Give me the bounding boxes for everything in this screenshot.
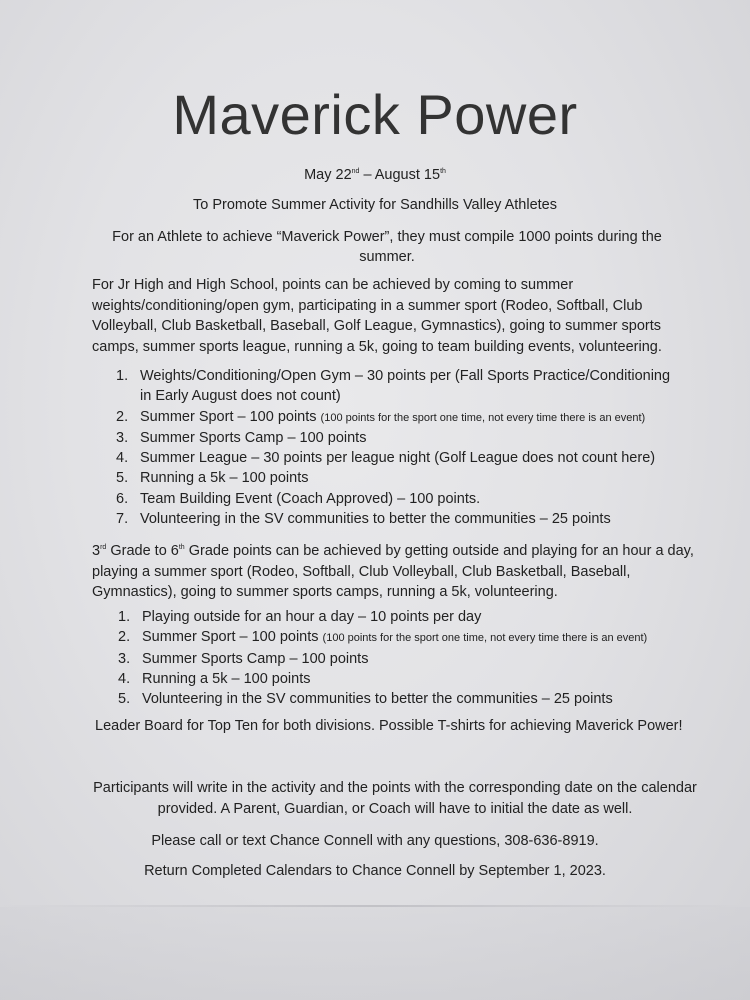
elem-points-list xyxy=(118,607,698,709)
list-item-text: Summer Sports Camp – 100 points xyxy=(140,429,367,446)
list-item xyxy=(118,607,698,627)
list-item xyxy=(116,407,676,428)
list-item-number: 3. xyxy=(118,650,131,667)
date-range: May 22nd – August 15th xyxy=(304,167,446,183)
return-line: Return Completed Calendars to Chance Connell by September 1, 2023. xyxy=(144,863,606,879)
list-item-number: 1. xyxy=(118,609,131,625)
list-item-number: 4. xyxy=(118,670,131,687)
participants-instructions: Participants will write in the activity and the points with the corresponding date on the calendar provided. A Parent, Guardian, or Coach will have to initial the date as well. xyxy=(93,780,697,817)
list-item xyxy=(118,627,698,648)
hs-intro-paragraph: For Jr High and High School, points can be achieved by coming to summer weights/conditioning/open gym, participating in a summer sport (Rodeo, Softball, Club Volleyball, Club Basketball, Baseball, Golf League, Gymnastics), going to summer sports camps, summer sports league, running a 5k, going to team building events, volunteering. xyxy=(92,277,662,355)
list-item-number: 7. xyxy=(116,511,129,528)
leaderboard-line: Leader Board for Top Ten for both divisions. Possible T-shirts for achieving Maverick Power! xyxy=(95,718,683,734)
list-item-number: 6. xyxy=(116,490,129,507)
list-item xyxy=(116,509,676,529)
list-item-text: Running a 5k – 100 points xyxy=(142,670,311,687)
list-item-text: Running a 5k – 100 points xyxy=(140,470,309,487)
list-item-number: 4. xyxy=(116,450,129,467)
list-item-text: Summer Sport – 100 points xyxy=(140,408,321,425)
requirement-line: For an Athlete to achieve “Maverick Power”, they must compile 1000 points during the summer. xyxy=(112,229,662,265)
elem-intro-paragraph: 3rd Grade to 6th Grade points can be achieved by getting outside and playing for an hour a day, playing a summer sport (Rodeo, Softball, Club Volleyball, Club Basketball, Baseball, Gymnastics), going to summer sports camps, running a 5k, volunteering. xyxy=(92,543,694,600)
list-item xyxy=(116,468,676,488)
list-item-number: 3. xyxy=(116,429,129,446)
list-item-note: (100 points for the sport one time, not every time there is an event) xyxy=(320,411,646,424)
list-item-text: Volunteering in the SV communities to better the communities – 25 points xyxy=(140,511,611,528)
paper-fold-shadow xyxy=(0,907,750,1000)
list-item-text: Summer Sports Camp – 100 points xyxy=(142,650,369,667)
list-item xyxy=(116,489,676,509)
list-item xyxy=(118,689,698,709)
list-item xyxy=(116,428,676,448)
list-item-note: (100 points for the sport one time, not every time there is an event) xyxy=(322,632,648,645)
contact-line: Please call or text Chance Connell with any questions, 308-636-8919. xyxy=(151,833,599,849)
list-item-text: Summer League – 30 points per league night (Golf League does not count here) xyxy=(140,450,656,467)
hs-points-list xyxy=(116,366,676,529)
list-item xyxy=(118,669,698,689)
list-item-text: Volunteering in the SV communities to better the communities – 25 points xyxy=(142,691,613,708)
list-item xyxy=(116,448,676,468)
list-item-number: 2. xyxy=(118,629,131,646)
list-item-text: Summer Sport – 100 points xyxy=(142,629,323,646)
list-item xyxy=(118,649,698,669)
list-item-number: 5. xyxy=(118,691,131,708)
list-item-text: Playing outside for an hour a day – 10 points per day xyxy=(142,609,482,625)
list-item-text: Team Building Event (Coach Approved) – 100 points. xyxy=(140,490,481,507)
list-item-number: 5. xyxy=(116,470,129,487)
page-title: Maverick Power xyxy=(172,83,578,146)
list-item xyxy=(116,366,676,407)
paper-fold-line xyxy=(0,905,750,907)
list-item-text: Weights/Conditioning/Open Gym – 30 points per (Fall Sports Practice/Conditioning in Early August does not count) xyxy=(140,368,671,405)
list-item-number: 1. xyxy=(116,368,129,384)
purpose-line: To Promote Summer Activity for Sandhills Valley Athletes xyxy=(193,197,557,213)
list-item-number: 2. xyxy=(116,408,129,425)
